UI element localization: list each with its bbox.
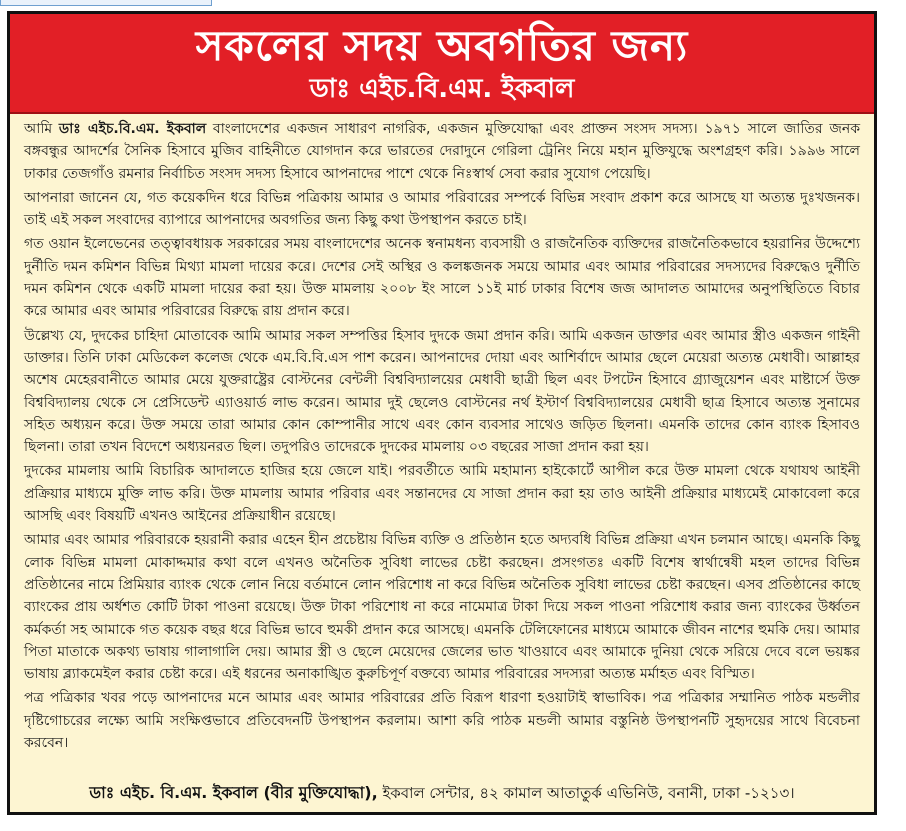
paragraph-family: উল্লেখ্য যে, দুদকের চাহিদা মোতাবেক আমি আমার সকল সম্পত্তির হিসাব দুদকে জমা প্রদান করি। আমি একজন ডাক্তার এবং আমার স্ত্রীও একজন গাইনী ডাক্তার। তিনি ঢাকা মেডিকেল কলেজ থেকে এম.বি.বি.এস পাশ করেন। আপনাদের দোয়া এবং আশির্বাদে আমার ছেলে মেয়েরা অত্যন্ত মেধাবী। আল্লাহর অশেষ মেহেরবানীতে আমার মেয়ে যুক্তরাষ্ট্রের বোস্টনের বেন্টলী বিশ্ববিদ্যালয়ের মেধাবী ছাত্রী ছিল এবং টপটেন হিসাবে গ্র্যাজুয়েশন এবং মাষ্টার্সে উক্ত বিশ্ববিদ্যালয় থেকে সে প্রেসিডেন্ট এ্যাওয়ার্ড লাভ করেন। আমার দুই ছেলেও বোস্টনের নর্থ ইস্টার্ণ বিশ্ববিদ্যালয়ের মেধাবী ছাত্র হিসাবে অত্যন্ত সুনামের সহিত অধ্যয়ন করে। উক্ত সময়ে তারা আমার কোন কোম্পানীর সাথে এবং কোন ব্যবসার সাথেও জড়িত ছিলনা। এমনকি তাদের কোন ব্যাংক হিসাবও ছিলনা। তারা তখন বিদেশে অধ্যয়নরত ছিল। তদুপরিও তাদেরকে দুদকের মামলায় ০৩ বছরের সাজা প্রদান করা হয়। <box>24 327 860 456</box>
notice-footer <box>10 782 874 804</box>
paragraph-one-eleven: গত ওয়ান ইলেভেনের তত্ত্বাবধায়ক সরকারের সময় বাংলাদেশের অনেক স্বনামধন্য ব্যবসায়ী ও রাজনৈতিক ব্যক্তিদের রাজনৈতিকভাবে হয়রানির উদ্দেশ্যে দুর্নীতি দমন কমিশন বিভিন্ন মিথ্যা মামলা দায়ের করে। দেশের সেই অস্থির ও কলঙ্কজনক সময়ে আমার এবং আমার পরিবারের সদস্যদের বিরুদ্ধেও দুর্নীতি দমন কমিশন থেকে একটি মামলা দায়ের করা হয়। উক্ত মামলায় ২০০৮ ইং সালে ১১ই মার্চ ঢাকার বিশেষ জজ আদালত আমাদের অনুপস্থিতিতে বিচার করে আমার এবং আমার পরিবারের বিরুদ্ধে রায় প্রদান করে। <box>24 236 860 320</box>
footer-address: ইকবাল সেন্টার, ৪২ কামাল আতাতুর্ক এভিনিউ, বনানী, ঢাকা -১২১৩। <box>377 784 795 802</box>
notice-body <box>10 114 874 754</box>
paragraph-news-reports: আপনারা জানেন যে, গত কয়েকদিন ধরে বিভিন্ন পত্রিকায় আমার ও আমার পরিবারের সম্পর্কে বিভিন্ন সংবাদ প্রকাশ করে আসছে যা অত্যন্ত দুঃখজনক। তাই এই সকল সংবাদের ব্যাপারে আপনাদের অবগতির জন্য কিছু কথা উপস্থাপন করতে চাই। <box>24 189 860 229</box>
intro-rest: বাংলাদেশের একজন সাধারণ নাগরিক, একজন মুক্তিযোদ্ধা এবং প্রাক্তন সংসদ সদস্য। ১৯৭১ সালে জাতির জনক বঙ্গবন্ধুর আদর্শের সৈনিক হিসাবে মুজিব বাহিনীতে যোগদান করে ভারতের দেরাদুনে গেরিলা ট্রেনিং নিয়ে মহান মুক্তিযুদ্ধে অংশগ্রহণ করি। ১৯৯৬ সালে ঢাকার তেজগাঁও রমনার নির্বাচিত সংসদ সদস্য হিসাবে আপনাদের পাশে থেকে নিঃস্বার্থ সেবা করার সুযোগ পেয়েছি। <box>24 121 860 182</box>
paragraph-harassment: আমার এবং আমার পরিবারকে হয়রানী করার এহেন হীন প্রচেষ্টায় বিভিন্ন ব্যক্তি ও প্রতিষ্ঠান হতে অদ্যবধি বিভিন্ন প্রক্রিয়া এখন চলমান আছে। এমনকি কিছু লোক বিভিন্ন মামলা মোকাদ্দমার কথা বলে এখনও অনৈতিক সুবিধা লাভের চেষ্টা করছেন। প্রসংগতঃ একটি বিশেষ স্বার্থান্বেষী মহল তাদের বিভিন্ন প্রতিষ্ঠানের নামে প্রিমিয়ার ব্যাংক থেকে লোন নিয়ে বর্তমানে লোন পরিশোধ না করে বিভিন্ন অনৈতিক সুবিধা লাভের চেষ্টা করছেন। এসব প্রতিষ্ঠানের কাছে ব্যাংকের প্রায় অর্ধশত কোটি টাকা পাওনা রয়েছে। উক্ত টাকা পরিশোধ না করে নামেমাত্র টাকা দিয়ে সকল পাওনা পরিশোধ করার জন্য ব্যাংকের উর্ধ্বতন কর্মকর্তা সহ আমাকে গত কয়েক বছর ধরে বিভিন্ন ভাবে হুমকী প্রদান করে আসছে। এমনকি টেলিফোনের মাধ্যমে আমাকে জীবন নাশের হুমকি দেয়। আমার পিতা মাতাকে অকথ্য ভাষায় গালাগালি দেয়। আমার স্ত্রী ও ছেলে মেয়েদের জেলের ভাত খাওয়াবে এবং আমাকে দুনিয়া থেকে সরিয়ে দেবে বলে ভয়ঙ্কর ভাষায় ব্ল্যাকমেইল করার চেষ্টা করে। এই ধরনের অনাকাঙ্খিত কুরুচিপূর্ণ বক্তব্যে আমার পরিবারের সদস্যরা অত্যন্ত মর্মাহত এবং বিস্মিত। <box>24 532 860 683</box>
paragraph-closing: পত্র পত্রিকার খবর পড়ে আপনাদের মনে আমার এবং আমার পরিবারের প্রতি বিরূপ ধারণা হওয়াটাই স্বাভাবিক। পত্র পত্রিকার সম্মানিত পাঠক মন্ডলীর দৃষ্টিগোচরের লক্ষ্যে আমি সংক্ষিপ্তভাবে প্রতিবেদনটি উপস্থাপন করলাম। আশা করি পাঠক মন্ডলী আমার বস্তুনিষ্ঠ উপস্থাপনটি সুহৃদয়ের সাথে বিবেচনা করবেন। <box>24 690 860 752</box>
notice-title: সকলের সদয় অবগতির জন্য <box>195 21 689 70</box>
paragraph-intro <box>24 118 860 185</box>
notice-advertisement <box>7 11 877 815</box>
intro-lead: আমি <box>24 121 59 137</box>
notice-subtitle: ডাঃ এইচ.বি.এম. ইকবাল <box>309 74 575 104</box>
top-border-strip <box>0 0 212 6</box>
footer-name: ডাঃ এইচ. বি.এম. ইকবাল (বীর মুক্তিযোদ্ধা), <box>89 783 378 802</box>
intro-name: ডাঃ এইচ.বি.এম. ইকবাল <box>58 121 207 137</box>
paragraph-court: দুদকের মামলায় আমি বিচারিক আদালতে হাজির হয়ে জেলে যাই। পরবর্তীতে আমি মহামান্য হাইকোর্টে আপীল করে উক্ত মামলা থেকে যথাযথ আইনী প্রক্রিয়ার মাধ্যমে মুক্তি লাভ করি। উক্ত মামলায় আমার পরিবার এবং সন্তানদের যে সাজা প্রদান করা হয় তাও আইনী প্রক্রিয়ার মাধ্যমেই মোকাবেলা করে আসছি এবং বিষয়টি এখনও আইনের প্রক্রিয়াধীন রয়েছে। <box>24 463 860 525</box>
notice-header <box>10 14 874 114</box>
